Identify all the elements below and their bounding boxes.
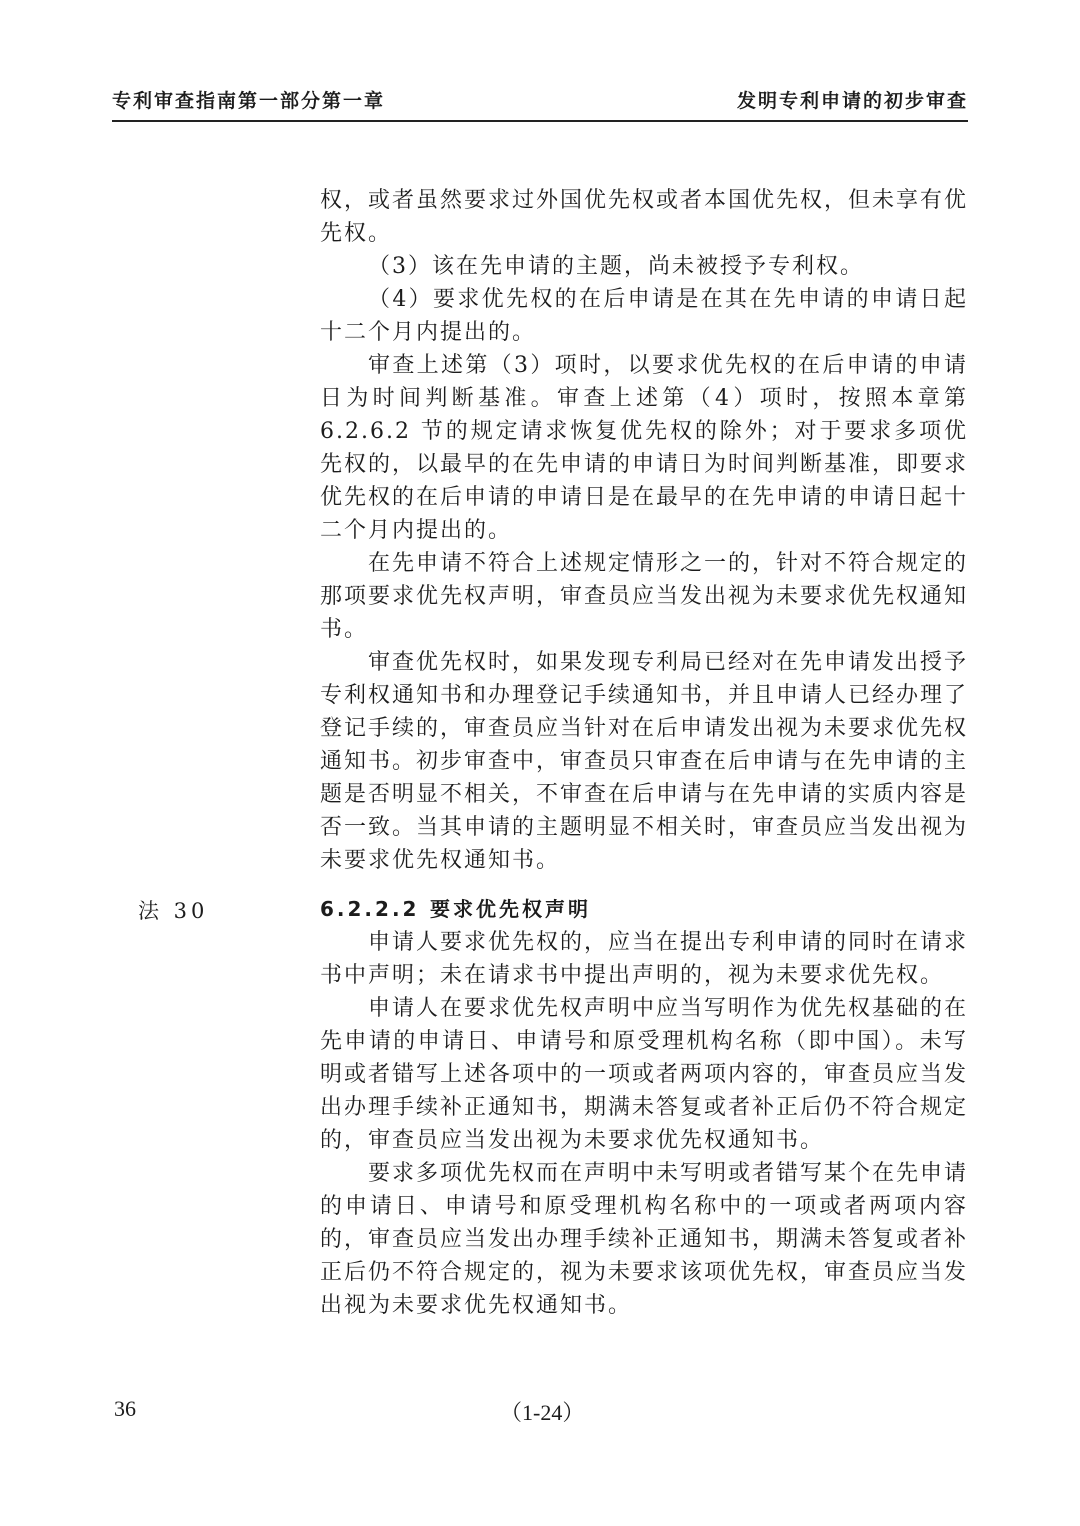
header-section-title: 发明专利申请的初步审查 — [736, 90, 968, 112]
paragraph-continuation: 权，或者虽然要求过外国优先权或者本国优先权，但未享有优先权。 — [320, 188, 969, 246]
section-number: 6.2.2.2 — [320, 897, 420, 921]
section-page-number: （1-24） — [500, 1400, 585, 1425]
section-paragraph: 申请人要求优先权的，应当在提出专利申请的同时在请求书中声明；未在请求书中提出声明的，视为未要求优先权。 — [320, 930, 969, 988]
section-paragraph: 要求多项优先权而在声明中未写明或者错写某个在先申请的申请日、申请号和原受理机构名称中的一项或者两项内容的，审查员应当发出办理手续补正通知书，期满未答复或者补正后仍不符合规定的，视为未要求该项优先权，审查员应当发出视为未要求优先权通知书。 — [320, 1161, 969, 1318]
paragraph-priority-review: 审查优先权时，如果发现专利局已经对在先申请发出授予专利权通知书和办理登记手续通知书，并且申请人已经办理了登记手续的，审查员应当针对在后申请发出视为未要求优先权通知书。初步审查中，审查员只审查在后申请与在先申请的主题是否明显不相关，不审查在后申请与在先申请的实质内容是否一致。当其申请的主题明显不相关时，审查员应当发出视为未要求优先权通知书。 — [320, 650, 969, 873]
paragraph-nonconforming: 在先申请不符合上述规定情形之一的，针对不符合规定的那项要求优先权声明，审查员应当发出视为未要求优先权通知书。 — [320, 551, 969, 642]
paragraph-item-4: （4）要求优先权的在后申请是在其在先申请的申请日起十二个月内提出的。 — [320, 287, 968, 345]
margin-law-reference: 法 30 — [138, 899, 209, 923]
running-header — [112, 84, 968, 122]
page-number: 36 — [114, 1396, 136, 1421]
section-heading — [320, 893, 968, 926]
section-title: 要求优先权声明 — [430, 897, 591, 921]
paragraph-review-basis: 审查上述第（3）项时，以要求优先权的在后申请的申请日为时间判断基准。审查上述第（4）项时，按照本章第 6.2.6.2 节的规定请求恢复优先权的除外；对于要求多项优先权的，以最早的在先申请的申请日为时间判断基准，即要求优先权的在后申请的申请日是在最早的在先申请的申请日起十二个月内提出的。 — [320, 353, 969, 543]
paragraph-item-3: （3）该在先申请的主题，尚未被授予专利权。 — [368, 254, 864, 279]
body-text — [320, 184, 968, 877]
section-6-2-2-2 — [320, 893, 968, 1322]
section-paragraph: 申请人在要求优先权声明中应当写明作为优先权基础的在先申请的申请日、申请号和原受理机构名称（即中国）。未写明或者错写上述各项中的一项或者两项内容的，审查员应当发出办理手续补正通知书，期满未答复或者补正后仍不符合规定的，审查员应当发出视为未要求优先权通知书。 — [320, 996, 969, 1153]
header-chapter-title: 专利审查指南第一部分第一章 — [112, 90, 386, 112]
